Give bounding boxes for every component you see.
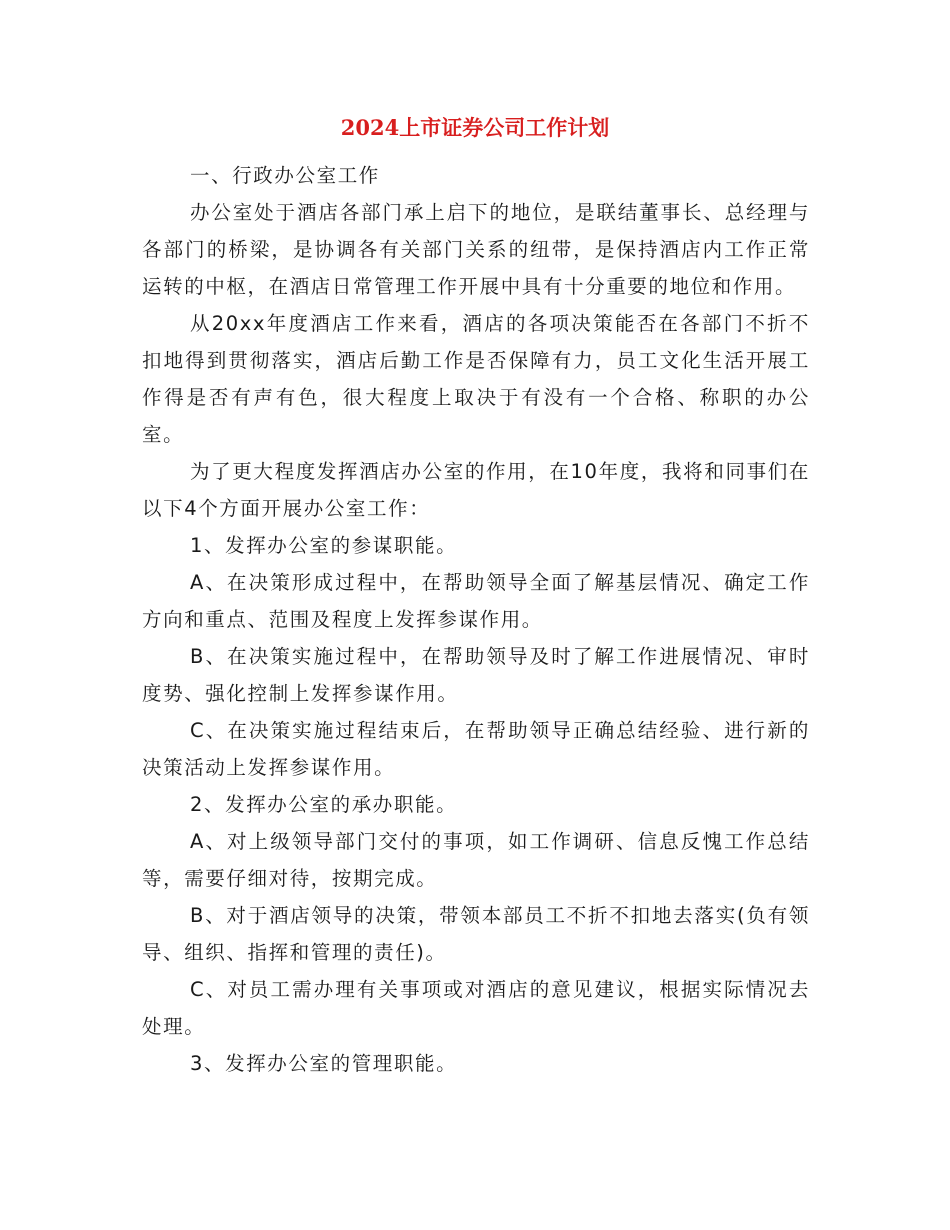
list-heading: 2、发挥办公室的承办职能。 <box>190 793 458 816</box>
document-title: 2024上市证券公司工作计划 <box>340 115 610 140</box>
paragraph: 从20xx年度酒店工作来看，酒店的各项决策能否在各部门不折不扣地得到贯彻落实，酒店后勤工作是否保障有力，员工文化生活开展工作得是否有声有色，很大程度上取决于有没有一个合格、称职的办公室。 <box>142 312 810 446</box>
list-heading: 1、发挥办公室的参谋职能。 <box>190 534 458 557</box>
paragraph: 办公室处于酒店各部门承上启下的地位，是联结董事长、总经理与各部门的桥梁，是协调各有关部门关系的纽带，是保持酒店内工作正常运转的中枢，在酒店日常管理工作开展中具有十分重要的地位和作用。 <box>142 201 810 298</box>
list-item: C、对员工需办理有关事项或对酒店的意见建议，根据实际情况去处理。 <box>142 978 810 1038</box>
section-heading: 一、行政办公室工作 <box>190 164 380 187</box>
document-body <box>142 157 810 1082</box>
list-item: B、在决策实施过程中，在帮助领导及时了解工作进展情况、审时度势、强化控制上发挥参谋作用。 <box>142 645 810 705</box>
list-item: C、在决策实施过程结束后，在帮助领导正确总结经验、进行新的决策活动上发挥参谋作用。 <box>142 719 810 779</box>
list-heading: 3、发挥办公室的管理职能。 <box>190 1052 458 1075</box>
list-item: A、在决策形成过程中，在帮助领导全面了解基层情况、确定工作方向和重点、范围及程度上发挥参谋作用。 <box>142 571 810 631</box>
paragraph: 为了更大程度发挥酒店办公室的作用，在10年度，我将和同事们在以下4个方面开展办公室工作： <box>142 460 810 520</box>
list-item: B、对于酒店领导的决策，带领本部员工不折不扣地去落实(负有领导、组织、指挥和管理的责任)。 <box>142 904 810 964</box>
list-item: A、对上级领导部门交付的事项，如工作调研、信息反愧工作总结等，需要仔细对待，按期完成。 <box>142 830 810 890</box>
